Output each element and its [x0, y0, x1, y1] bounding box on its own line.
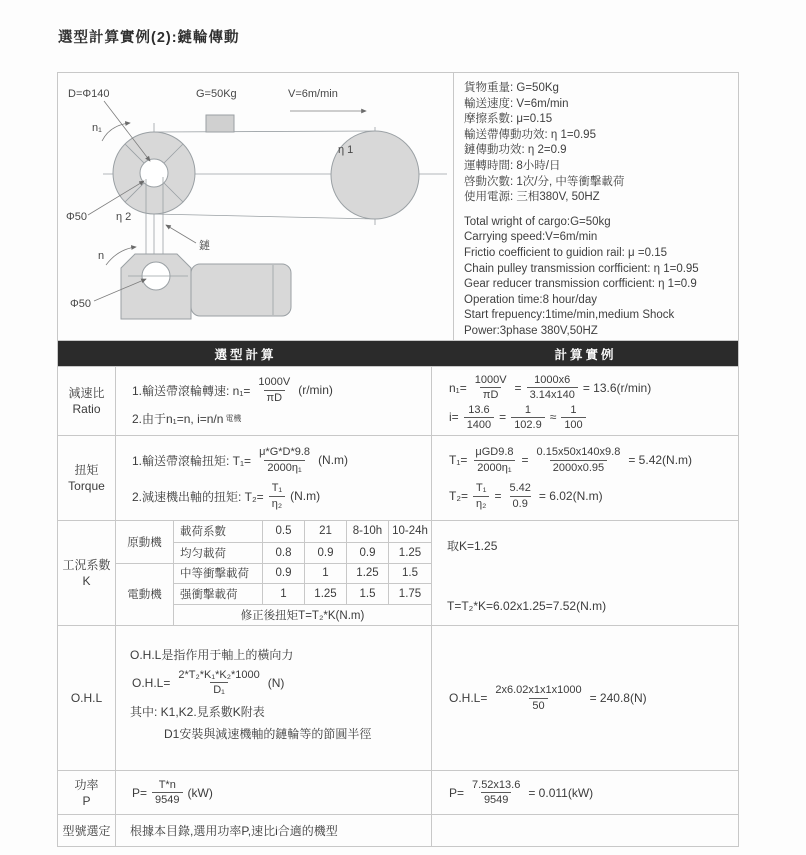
speed-label: V=6m/min — [288, 88, 338, 100]
ohl-definition: O.H.L是指作用于軸上的橫向力 — [130, 648, 294, 662]
fraction: $\frac{13.6}{1400}$ — [464, 403, 494, 433]
label-cn: 工況系數 — [62, 558, 111, 572]
chain-label-leader — [166, 225, 196, 243]
fraction: $\frac{\mu*G*D*9.8}{\text{2000η₁}}$ — [259, 446, 311, 474]
fraction: $\frac{1000V}{\pi D}$ — [258, 376, 291, 404]
spec-line: Gear reducer transmission corfficient: η 1=0.9 — [464, 278, 697, 291]
formula: P= $\frac{T*n}{9549}$ (kW) — [132, 778, 213, 806]
label-en: K — [82, 574, 91, 588]
label-en: Ratio — [72, 402, 101, 416]
formula: 1.輸送帶滾輪轉速: n₁= $\frac{1000V}{\pi D}$ (r/min) — [132, 376, 333, 404]
k-cell: 1 — [304, 563, 346, 584]
k-cell: 0.9 — [262, 563, 304, 584]
fraction: $\frac{\text{μGD9.8}}{\text{2000η₁}}$ — [475, 446, 514, 474]
header-selection-calculation: 選型計算 — [214, 347, 277, 362]
k-example — [432, 521, 738, 625]
row-overview — [58, 73, 738, 341]
spec-line: 輸送速度: V=6m/min — [464, 97, 569, 110]
torque-selection-formulas — [116, 436, 432, 520]
eta1-label: η 1 — [338, 144, 354, 156]
n1-label: n₁ — [92, 122, 102, 134]
spec-line: Power:3phase 380V,50HZ — [464, 324, 598, 337]
k-cell: 0.5 — [262, 521, 304, 542]
torque-row-label — [58, 436, 116, 520]
k-factor-table — [116, 521, 432, 625]
power-example — [432, 771, 738, 814]
k-cell: 1.5 — [388, 563, 431, 584]
power-selection-formula — [116, 771, 432, 814]
spec-line: 使用電源: 三相380V, 50HZ — [464, 191, 600, 204]
k-cell: 8-10h — [346, 521, 388, 542]
label-cn: 扭矩 — [74, 463, 99, 477]
n-label: n — [98, 250, 105, 262]
spec-line: Chain pulley transmission corfficient: η 1=0.95 — [464, 262, 699, 275]
formula: i= $\frac{13.6}{1400}$ = $\frac{1}{102.9}$ ≈ $\frac{1}{100}$ — [447, 403, 730, 433]
k-cell: 10-24h — [388, 521, 431, 542]
ratio-row-label — [58, 367, 116, 435]
formula: O.H.L= $\frac{\text{2*T₂*K₁*K₂*1000}}{\text{D₁}}$ (N) — [132, 669, 285, 697]
spec-line: 運轉時間: 8小時/日 — [464, 159, 561, 172]
belt-bottom-line — [154, 214, 375, 219]
k-load-heavy-shock: 强衝擊載荷 — [173, 583, 262, 604]
model-selection-note — [116, 815, 432, 846]
group-electric-motor: 電動機 — [116, 563, 173, 625]
formula: 2.由于n₁=n, i=n/n 電機 — [132, 411, 242, 426]
conveyor-chain-diagram — [58, 73, 452, 339]
row-ohl — [58, 626, 738, 771]
k-cell: 1 — [262, 583, 304, 604]
diameter-label: D=Φ140 — [68, 88, 110, 100]
k-factor-grid — [116, 521, 431, 625]
spec-line: 鏈傳動功效: η 2=0.9 — [464, 144, 567, 157]
fraction: $\frac{\text{2*T₂*K₁*K₂*1000}}{\text{D₁}}$ — [178, 669, 260, 697]
k-load-uniform: 均匀載荷 — [173, 542, 262, 563]
left-pulley-hub — [140, 159, 168, 187]
cargo-label: G=50Kg — [196, 88, 237, 100]
formula: n₁= $\frac{1000V}{\pi D}$ = $\frac{1000x6}{3.14x140}$ = 13.6(r/min) — [449, 374, 652, 402]
formula: T₁= $\frac{\text{μGD9.8}}{\text{2000η₁}}$ = $\frac{0.15x50x140x9.8}{2000x0.95}$ = 5.42(N.m) — [449, 446, 693, 474]
k-cell: 0.9 — [346, 542, 388, 563]
cargo-box — [206, 115, 234, 132]
label-ohl: O.H.L — [70, 691, 103, 705]
label-en: Torque — [68, 479, 105, 493]
k-chosen-value: 取K=1.25 — [447, 539, 498, 553]
spec-line: Operation time:8 hour/day — [464, 293, 597, 306]
row-power — [58, 771, 738, 815]
belt-top-line — [154, 131, 375, 132]
k-load-medium-shock: 中等衝擊載荷 — [173, 563, 262, 584]
fraction: $\frac{5.42}{0.9}$ — [509, 482, 531, 510]
row-torque — [58, 436, 738, 521]
table-header-bar — [58, 341, 738, 367]
motor-body — [191, 264, 291, 316]
specifications-panel — [454, 73, 738, 340]
k-corrected-torque-result: T=T₂*K=6.02x1.25=7.52(N.m) — [447, 599, 607, 613]
ohl-example — [432, 626, 738, 770]
k-cell: 1.25 — [304, 583, 346, 604]
specs-english — [464, 215, 732, 340]
k-cell: 1.25 — [346, 563, 388, 584]
label-cn: 功率 — [74, 777, 99, 792]
row-ratio — [58, 367, 738, 436]
k-cell: 0.8 — [262, 542, 304, 563]
label-en: P — [82, 793, 91, 808]
k-cell: 1.75 — [388, 583, 431, 604]
spec-line: Carrying speed:V=6m/min — [464, 231, 598, 244]
mechanism-diagram — [58, 73, 454, 340]
ratio-selection-formulas — [116, 367, 432, 435]
power-row-label — [58, 771, 116, 814]
k-corrected-torque-note: 修正後扭矩T=T₂*K(N.m) — [173, 604, 431, 625]
k-cell: 1.25 — [388, 542, 431, 563]
phi50-lower-label: Φ50 — [70, 298, 92, 310]
formula: P= $\frac{7.52x13.6}{9549}$ = 0.011(kW) — [449, 778, 594, 806]
torque-example — [432, 436, 738, 520]
model-example-empty — [432, 815, 738, 846]
spec-line: 貨物重量: G=50Kg — [464, 82, 559, 94]
fraction: $\frac{T*n}{9549}$ — [152, 778, 182, 808]
label-model: 型號選定 — [62, 823, 111, 838]
fraction: $\frac{2x6.02x1x1x1000}{50}$ — [495, 684, 582, 712]
k-header-load-factor: 載荷系數 — [173, 521, 262, 542]
ohl-note-2: D1安裝與減速機軸的鏈輪等的節圓半徑 — [164, 726, 372, 741]
header-calculation-example: 計算實例 — [554, 347, 617, 362]
formula: O.H.L= $\frac{2x6.02x1x1x1000}{50}$ = 240.8(N) — [449, 684, 647, 712]
spec-line: Frictio coefficient to guidion rail: μ =0.15 — [464, 246, 667, 259]
ohl-row-label — [58, 626, 116, 770]
fraction: $\frac{\text{T₁}}{\text{η₂}}$ — [269, 481, 285, 511]
label-cn: 減速比 — [68, 386, 105, 400]
fraction: $\frac{1000V}{\pi D}$ — [474, 374, 507, 402]
fraction: $\frac{0.15x50x140x9.8}{2000x0.95}$ — [536, 446, 621, 474]
spec-line: 輸送帶傳動功效: η 1=0.95 — [464, 128, 596, 141]
row-service-factor — [58, 521, 738, 626]
formula: T₂= $\frac{\text{T₁}}{\text{η₂}}$ = $\frac{5.42}{0.9}$ = 6.02(N.m) — [449, 482, 603, 510]
model-row-label — [58, 815, 116, 846]
group-prime-mover: 原動機 — [127, 536, 162, 549]
spec-line: 摩擦系數: μ=0.15 — [464, 113, 553, 126]
selection-table — [57, 72, 739, 847]
fraction: $\frac{1}{102.9}$ — [511, 403, 545, 433]
formula: 1.輸送帶滾輪扭矩: T₁= $\frac{\mu*G*D*9.8}{\text{2000η₁}}$ (N.m) — [132, 446, 349, 474]
k-cell: 1.5 — [346, 583, 388, 604]
spec-line: Total wright of cargo:G=50kg — [464, 215, 611, 228]
fraction: $\frac{1}{100}$ — [561, 403, 585, 433]
spec-line: 啓動次數: 1次/分, 中等衝擊載荷 — [464, 175, 625, 188]
chain-label: 鏈 — [199, 240, 210, 252]
fraction: $\frac{\text{T₁}}{\text{η₂}}$ — [473, 481, 489, 511]
ratio-example — [432, 367, 738, 435]
eta2-label: η 2 — [116, 211, 132, 223]
row-model-selection — [58, 815, 738, 846]
formula: 2.減速機出軸的扭矩: T₂= $\frac{\text{T₁}}{\text{η₂}}$ (N.m) — [132, 482, 321, 510]
fraction: $\frac{7.52x13.6}{9549}$ — [472, 778, 521, 806]
k-cell: 0.9 — [304, 542, 346, 563]
rotation-arrow-n1 — [102, 123, 130, 141]
page-title: 選型計算實例(2):鏈輪傳動 — [58, 30, 240, 46]
phi50-upper-label: Φ50 — [66, 211, 88, 223]
model-selection-text: 根據本目錄,選用功率P,速比i合適的機型 — [130, 824, 338, 838]
ohl-note-1: 其中: K1,K2.見系數K附表 — [130, 704, 265, 719]
fraction: $\frac{1000x6}{3.14x140}$ — [527, 373, 578, 403]
k-row-label — [58, 521, 116, 625]
ohl-selection-formulas — [116, 626, 432, 770]
k-cell: 21 — [304, 521, 346, 542]
spec-line: Start frepuency:1time/min,medium Shock — [464, 309, 675, 322]
specs-chinese — [464, 81, 732, 206]
